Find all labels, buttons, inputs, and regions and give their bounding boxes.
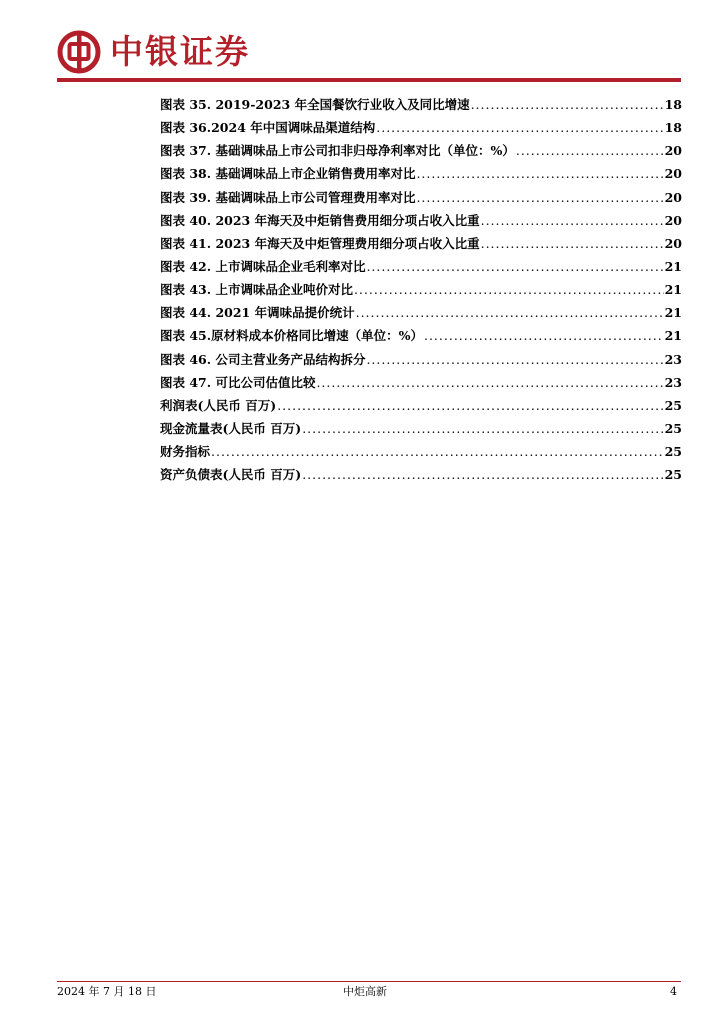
page-number: 4	[670, 985, 677, 998]
toc-entry-title[interactable]: 图表 40. 2023 年海天及中炬销售费用细分项占收入比重	[160, 212, 480, 228]
toc-entry-title[interactable]: 图表 44. 2021 年调味品提价统计	[160, 305, 355, 321]
toc-entry-page[interactable]: 18	[664, 97, 682, 112]
toc-entry-page[interactable]: 21	[664, 305, 682, 321]
toc-entry[interactable]	[160, 186, 682, 209]
toc-leader-dots	[302, 463, 663, 486]
toc-entry-page[interactable]: 20	[664, 212, 682, 228]
header-rule	[57, 78, 681, 82]
toc-entry-title[interactable]: 图表 39. 基础调味品上市公司管理费用率对比	[160, 189, 416, 205]
toc-entry[interactable]	[160, 255, 682, 278]
toc-leader-dots	[316, 371, 663, 394]
toc-entry-page[interactable]: 23	[664, 351, 682, 367]
toc-entry-page[interactable]: 21	[664, 258, 682, 274]
toc-entry-title[interactable]: 图表 37. 基础调味品上市公司扣非归母净利率对比（单位：%）	[160, 143, 515, 159]
toc-entry-page[interactable]: 25	[664, 397, 682, 413]
toc-entry-title[interactable]: 图表 43. 上市调味品企业吨价对比	[160, 282, 353, 298]
toc-entry[interactable]	[160, 371, 682, 394]
toc-leader-dots	[481, 209, 664, 232]
toc-leader-dots	[471, 93, 664, 116]
toc-leader-dots	[516, 139, 664, 162]
toc-entry-title[interactable]: 图表 41. 2023 年海天及中炬管理费用细分项占收入比重	[160, 235, 480, 251]
toc-entry-page[interactable]: 25	[664, 467, 682, 483]
toc-entry-title[interactable]: 图表 35. 2019-2023 年全国餐饮行业收入及同比增速	[160, 97, 470, 112]
toc-leader-dots	[356, 301, 664, 324]
toc-entry-page[interactable]: 21	[664, 328, 682, 344]
footer-rule	[57, 981, 681, 982]
toc-entry[interactable]	[160, 93, 682, 116]
toc-entry-page[interactable]: 18	[664, 120, 682, 136]
toc-entry[interactable]	[160, 324, 682, 347]
toc-entry-page[interactable]: 20	[664, 189, 682, 205]
toc-leader-dots	[366, 255, 663, 278]
toc-leader-dots	[366, 348, 663, 371]
toc-entry[interactable]	[160, 301, 682, 324]
toc-entry-title[interactable]: 图表 45.原材料成本价格同比增速（单位：%）	[160, 328, 423, 344]
toc-entry[interactable]	[160, 440, 682, 463]
toc-entry-title[interactable]: 财务指标	[160, 444, 211, 460]
toc-entry[interactable]	[160, 139, 682, 162]
toc-entry-title[interactable]: 图表 47. 可比公司估值比较	[160, 374, 316, 390]
toc-entry[interactable]	[160, 209, 682, 232]
toc-leader-dots	[211, 440, 664, 463]
toc-leader-dots	[302, 417, 663, 440]
toc-entry[interactable]	[160, 417, 682, 440]
toc-leader-dots	[354, 278, 664, 301]
toc-entry[interactable]	[160, 278, 682, 301]
toc-entry-title[interactable]: 图表 38. 基础调味品上市企业销售费用率对比	[160, 166, 416, 182]
toc-entry-page[interactable]: 21	[664, 282, 682, 298]
toc-leader-dots	[416, 162, 663, 185]
toc-entry-title[interactable]: 资产负债表(人民币 百万)	[160, 467, 302, 483]
toc-leader-dots	[416, 186, 663, 209]
toc-entry[interactable]	[160, 394, 682, 417]
table-of-figures	[160, 93, 682, 486]
toc-entry-page[interactable]: 20	[664, 143, 682, 159]
toc-leader-dots	[376, 116, 663, 139]
toc-entry-page[interactable]: 25	[664, 420, 682, 436]
toc-entry-title[interactable]: 图表 46. 公司主营业务产品结构拆分	[160, 351, 366, 367]
toc-entry[interactable]	[160, 162, 682, 185]
toc-entry[interactable]	[160, 463, 682, 486]
toc-entry-title[interactable]: 利润表(人民币 百万)	[160, 397, 277, 413]
toc-entry-page[interactable]: 20	[664, 235, 682, 251]
footer-date: 2024 年 7 月 18 日	[57, 985, 157, 998]
toc-entry-page[interactable]: 23	[664, 374, 682, 390]
page-header	[40, 22, 684, 82]
toc-entry-title[interactable]: 图表 36.2024 年中国调味品渠道结构	[160, 120, 376, 136]
toc-entry-page[interactable]: 20	[664, 166, 682, 182]
toc-entry[interactable]	[160, 116, 682, 139]
brand-name: 中银证券	[110, 32, 250, 71]
toc-leader-dots	[481, 232, 664, 255]
toc-entry-title[interactable]: 现金流量表(人民币 百万)	[160, 420, 302, 436]
toc-leader-dots	[277, 394, 663, 417]
toc-leader-dots	[424, 324, 664, 347]
toc-entry[interactable]	[160, 348, 682, 371]
toc-entry-title[interactable]: 图表 42. 上市调味品企业毛利率对比	[160, 258, 366, 274]
bank-of-china-logo-icon	[57, 30, 101, 74]
toc-entry-page[interactable]: 25	[664, 444, 682, 460]
toc-entry[interactable]	[160, 232, 682, 255]
footer-company: 中炬高新	[343, 985, 387, 998]
